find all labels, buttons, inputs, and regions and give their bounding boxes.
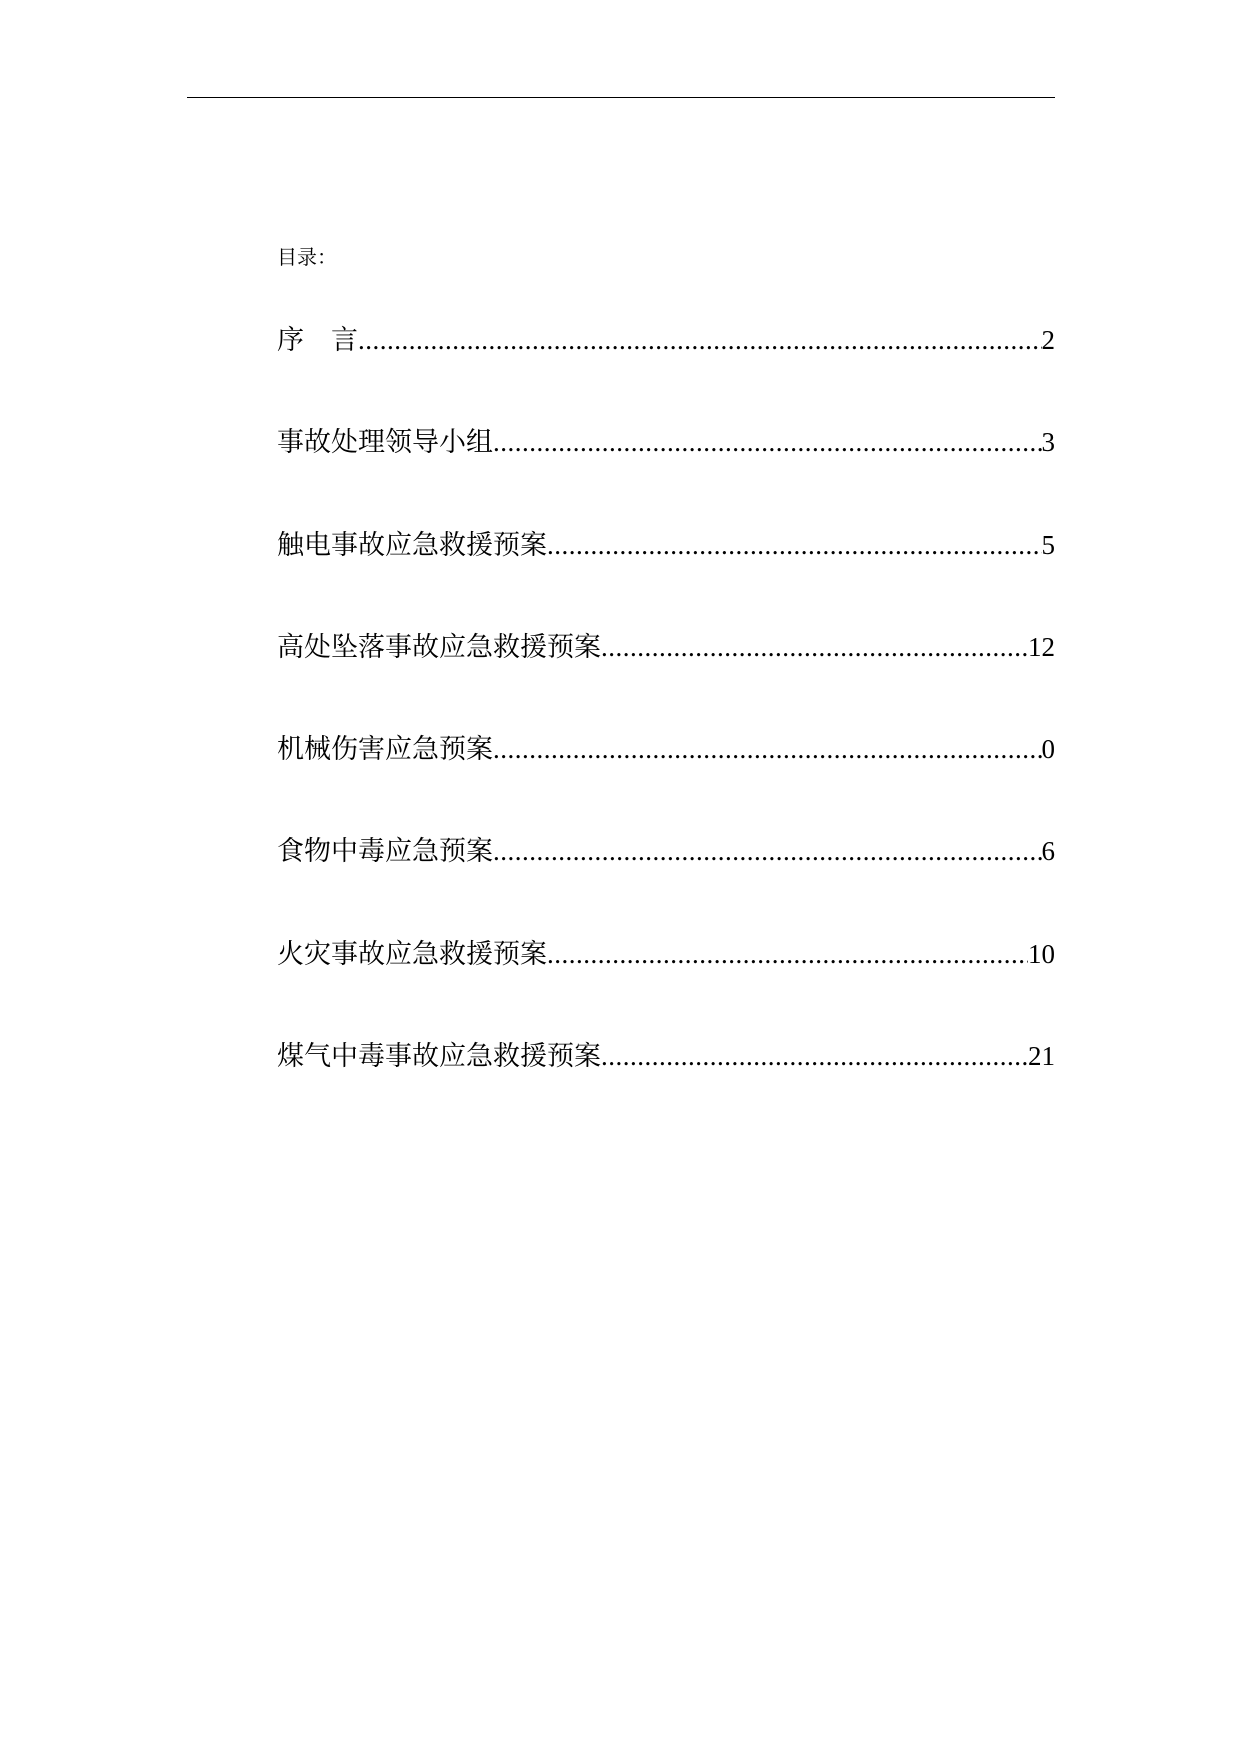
toc-entry-fire[interactable] (277, 936, 1055, 972)
toc-entry-page: 0 (1041, 734, 1055, 764)
toc-entry-mechanical-injury[interactable] (277, 731, 1055, 767)
toc-dot-leader (547, 527, 1042, 563)
toc-entry-title: 触电事故应急救援预案 (277, 530, 547, 560)
toc-entry-page: 5 (1041, 530, 1055, 560)
toc-entry-title: 火灾事故应急救援预案 (277, 939, 547, 969)
toc-entry-page: 10 (1028, 939, 1055, 969)
toc-entry-page: 3 (1041, 427, 1055, 457)
toc-dot-leader (493, 731, 1042, 767)
toc-entry-page: 2 (1041, 325, 1055, 355)
toc-dot-leader (493, 833, 1042, 869)
toc-dot-leader (493, 424, 1042, 460)
toc-entry-title: 序 言 (277, 325, 358, 355)
toc-entry-fall-from-height[interactable] (277, 629, 1055, 665)
toc-dot-leader (601, 1038, 1028, 1074)
toc-entry-title: 食物中毒应急预案 (277, 836, 493, 866)
toc-heading: 目录： (277, 247, 337, 269)
table-of-contents (277, 0, 1055, 1754)
toc-entry-preface[interactable] (277, 322, 1055, 358)
toc-entry-food-poisoning[interactable] (277, 833, 1055, 869)
toc-entry-title: 煤气中毒事故应急救援预案 (277, 1041, 601, 1071)
toc-entry-leadership-group[interactable] (277, 424, 1055, 460)
toc-entry-title: 高处坠落事故应急救援预案 (277, 632, 601, 662)
toc-entry-page: 6 (1041, 836, 1055, 866)
toc-entry-gas-poisoning[interactable] (277, 1038, 1055, 1074)
toc-entry-title: 机械伤害应急预案 (277, 734, 493, 764)
toc-dot-leader (601, 629, 1028, 665)
toc-entry-page: 21 (1028, 1041, 1055, 1071)
toc-entry-title: 事故处理领导小组 (277, 427, 493, 457)
toc-entry-page: 12 (1028, 632, 1055, 662)
toc-dot-leader (547, 936, 1028, 972)
toc-dot-leader (358, 322, 1042, 358)
toc-entry-electric-shock[interactable] (277, 527, 1055, 563)
